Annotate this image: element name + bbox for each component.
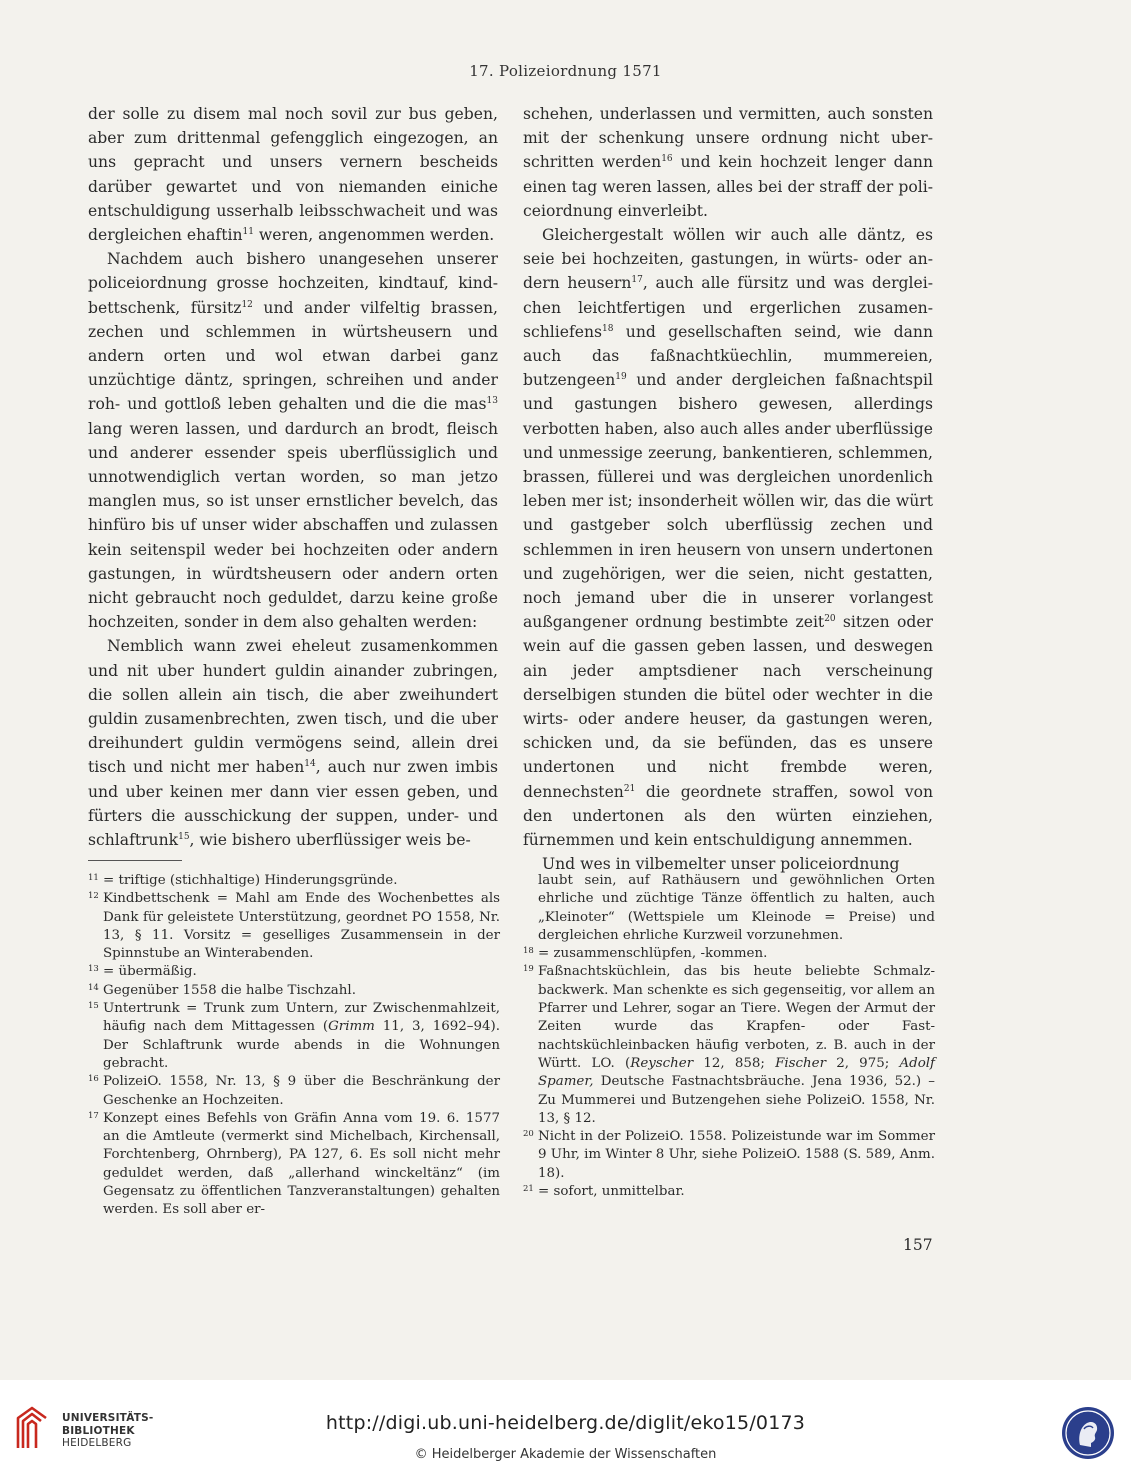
footnote-divider: [88, 860, 182, 861]
footnote-ref[interactable]: 19: [615, 372, 627, 383]
paragraph: der solle zu disem mal noch sovil zur bus geben, aber zum drittenmal gefengglich eingezogen, an uns gepracht und unsers vernern bescheids darüber gewartet und von niemanden einiche entschuldigung usserhalb leibsschwacheit und was dergleichen ehaftin$^{11}$ weren, angenommen werden.: [88, 105, 498, 245]
footnote-ref[interactable]: 21: [623, 783, 636, 794]
paragraph: Nemblich wann zwei eheleut zusamenkommen und nit uber hundert guldin ainander zubringen, die sollen allein ain tisch, die aber zweihundert guldin zusamenbrechten, zwen tisch, und die uber dreihundert guldin vermögens seind, allein drei tisch und nicht mer haben$^{14}$, auch nur zwen imbis und uber keinen mer dann vier essen geben, und fürters die ausschickung der suppen, under- und schlaftrunk$^{15}$, wie bishero uberflüssiger weis be-: [88, 637, 498, 850]
footnote: 21 = sofort, unmittelbar.: [523, 1184, 685, 1200]
footnote-ref[interactable]: 18: [602, 323, 614, 334]
paragraph: Gleichergestalt wöllen wir auch alle däntz, es seie bei hochzeiten, gastungen, in würts- oder andern heusern$^{17}$, auch alle fürsitz und was dergleichen leichtfertigen und ergerlichen zusamenschliefens$^{18}$ und gesellschaften seind, wie dann auch das faßnachtküechlin, mummereien, butzengeen$^{19}$ und ander dergleichen faßnachtspil und gastungen bishero gewesen, allerdings verbotten haben, also auch alles ander uberflüssige und unmessige zeerung, bankentieren, schlemmen, brassen, füllerei und was dergleichen unordenlich leben mer ist; insonderheit wöllen wir, das die würt und gastgeber solch uberflüssig zechen und schlemmen in iren heusern von unsern undertonen und zugehörigen, wer die seien, nicht gestatten, noch jemand uber die in unserer vorlangest außgangener ordnung bestimbte zeit$^{20}$ sitzen oder wein auf die gassen geben lassen, und deswegen ain jeder amptsdiener nach verscheinung derselbigen stunden die bütel oder wechter in die wirts- oder andere heuser, da gastungen weren, schicken und, da sie befünden, das es unsere undertonen und nicht frembde weren, dennechsten$^{21}$ die geordnete straffen, sowol von den undertonen als den würten einziehen, fürnemmen und kein entschuldigung annemmen.: [523, 226, 933, 850]
footnote: 12 Kindbettschenk = Mahl am Ende des Wochenbettes als Dank für geleistete Unterstützung, geordnet PO 1558, Nr. 13, § 11. Vorsitz = geselliges Zusammensein in der Spinnstube an Winterabenden.: [88, 891, 500, 962]
footnote-ref[interactable]: 11: [242, 227, 254, 238]
running-head: 17. Polizeiordnung 1571: [469, 62, 662, 80]
paragraph: Und wes in vilbemelter unser policeiordnung: [542, 855, 900, 874]
footnote: 15 Untertrunk = Trunk zum Untern, zur Zwischenmahlzeit, häufig nach dem Mittagessen (Grimm 11, 3, 1692–94). Der Schlaftrunk wurde abends in die Wohnungen gebracht.: [88, 1001, 500, 1071]
paragraph: schehen, underlassen und vermitten, auch sonsten mit der schenkung unsere ordnung nicht uberschritten werden$^{16}$ und kein hochzeit lenger dann einen tag weren lassen, alles bei der straff der policeiordnung einverleibt.: [523, 105, 933, 220]
footnote: 20 Nicht in der PolizeiO. 1558. Polizeistunde war im Sommer 9 Uhr, im Winter 8 Uhr, siehe PolizeiO. 1588 (S. 589, Anm. 18).: [523, 1129, 935, 1181]
footnote: 16 PolizeiO. 1558, Nr. 13, § 9 über die Beschränkung der Geschenke an Hochzeiten.: [88, 1074, 500, 1108]
library-name: UNIVERSITÄTS- BIBLIOTHEK HEIDELBERG: [62, 1412, 154, 1449]
document-url-link[interactable]: http://digi.ub.uni-heidelberg.de/diglit/eko15/0173: [325, 1412, 806, 1434]
footnote: 13 = übermäßig.: [88, 964, 197, 980]
footnote-ref[interactable]: 16: [661, 154, 673, 165]
footnote-ref[interactable]: 12: [241, 299, 253, 310]
footnotes-left: [88, 872, 500, 1220]
page-number: 157: [903, 1236, 933, 1254]
footnote-ref[interactable]: 20: [824, 614, 836, 625]
footnote-continued: laubt sein, auf Rathäusern und gewöhnlichen Orten ehrliche und züchtige Tänze öffentlich zu halten, auch „Kleinoter“ (Wettspiele um Kleinode = Preise) und dergleichen ehrliche Kurzweil vorzunehmen.: [538, 873, 935, 943]
paragraph: Nachdem auch bishero unangesehen unserer policeiordnung grosse hochzeiten, kindtauf, kindbettschenk, fürsitz$^{12}$ und ander vilfeltig brassen, zechen und schlemmen in würtsheusern und andern orten und wol etwan darbei ganz unzüchtige däntz, springen, schreihen und ander roh- und gottloß leben gehalten und die die mas$^{13}$ lang weren lassen, und dardurch an brodt, fleisch und anderer essender speis uberflüssiglich und unnotwendiglich vertan worden, so man jetzo manglen mus, so ist unser ernstlicher bevelch, das hinfüro bis uf unser wider abschaffen und zulassen kein seitenspil weder bei hochzeiten oder andern gastungen, in würdtsheusern oder andern orten nicht gebraucht noch geduldet, darzu keine große hochzeiten, sonder in dem also gehalten werden:: [88, 250, 498, 632]
footnote: 19 Faßnachtsküchlein, das bis heute beliebte Schmalzbackwerk. Man schenkte es sich gegenseitig, vor allem an Pfarrer und Lehrer, sogar an Tiere. Wegen der Armut der Zeiten wurde das Krapfen- oder Fastnachtsküchleinbacken häufig verboten, z. B. auch in der Württ. LO. (Reyscher 12, 858; Fischer 2, 975; Adolf Spamer, Deutsche Fastnachtsbräuche. Jena 1936, 52.) – Zu Mummerei und Butzengehen siehe PolizeiO. 1558, Nr. 13, § 12.: [523, 964, 936, 1126]
footnote: 17 Konzept eines Befehls von Gräfin Anna vom 19. 6. 1577 an die Amtleute (vermerkt sind Michelbach, Kirchensall, Forchtenberg, Ohrnberg), PA 127, 6. Es soll nicht mehr geduldet werden, daß „allerhand winckeltänz“ (im Gegensatz zu öffentlichen Tanzveranstaltungen) gehalten werden. Es soll aber er-: [88, 1110, 500, 1218]
footnote: 14 Gegenüber 1558 die halbe Tischzahl.: [88, 982, 356, 998]
footnote: 11 = triftige (stichhaltige) Hinderungsgründe.: [88, 873, 398, 888]
footnotes-right: [523, 872, 935, 1201]
footnote: 18 = zusammenschlüpfen, -kommen.: [523, 946, 768, 962]
copyright-notice: © Heidelberger Akademie der Wissenschaften: [414, 1447, 717, 1462]
academy-seal-icon[interactable]: [1060, 1405, 1116, 1461]
text-column-right: [523, 102, 933, 877]
footnote-ref[interactable]: 14: [304, 759, 316, 770]
footnote-ref[interactable]: 15: [178, 832, 190, 843]
footnote-ref[interactable]: 17: [631, 275, 643, 286]
footnote-ref[interactable]: 13: [486, 396, 498, 407]
text-column-left: [88, 102, 498, 852]
